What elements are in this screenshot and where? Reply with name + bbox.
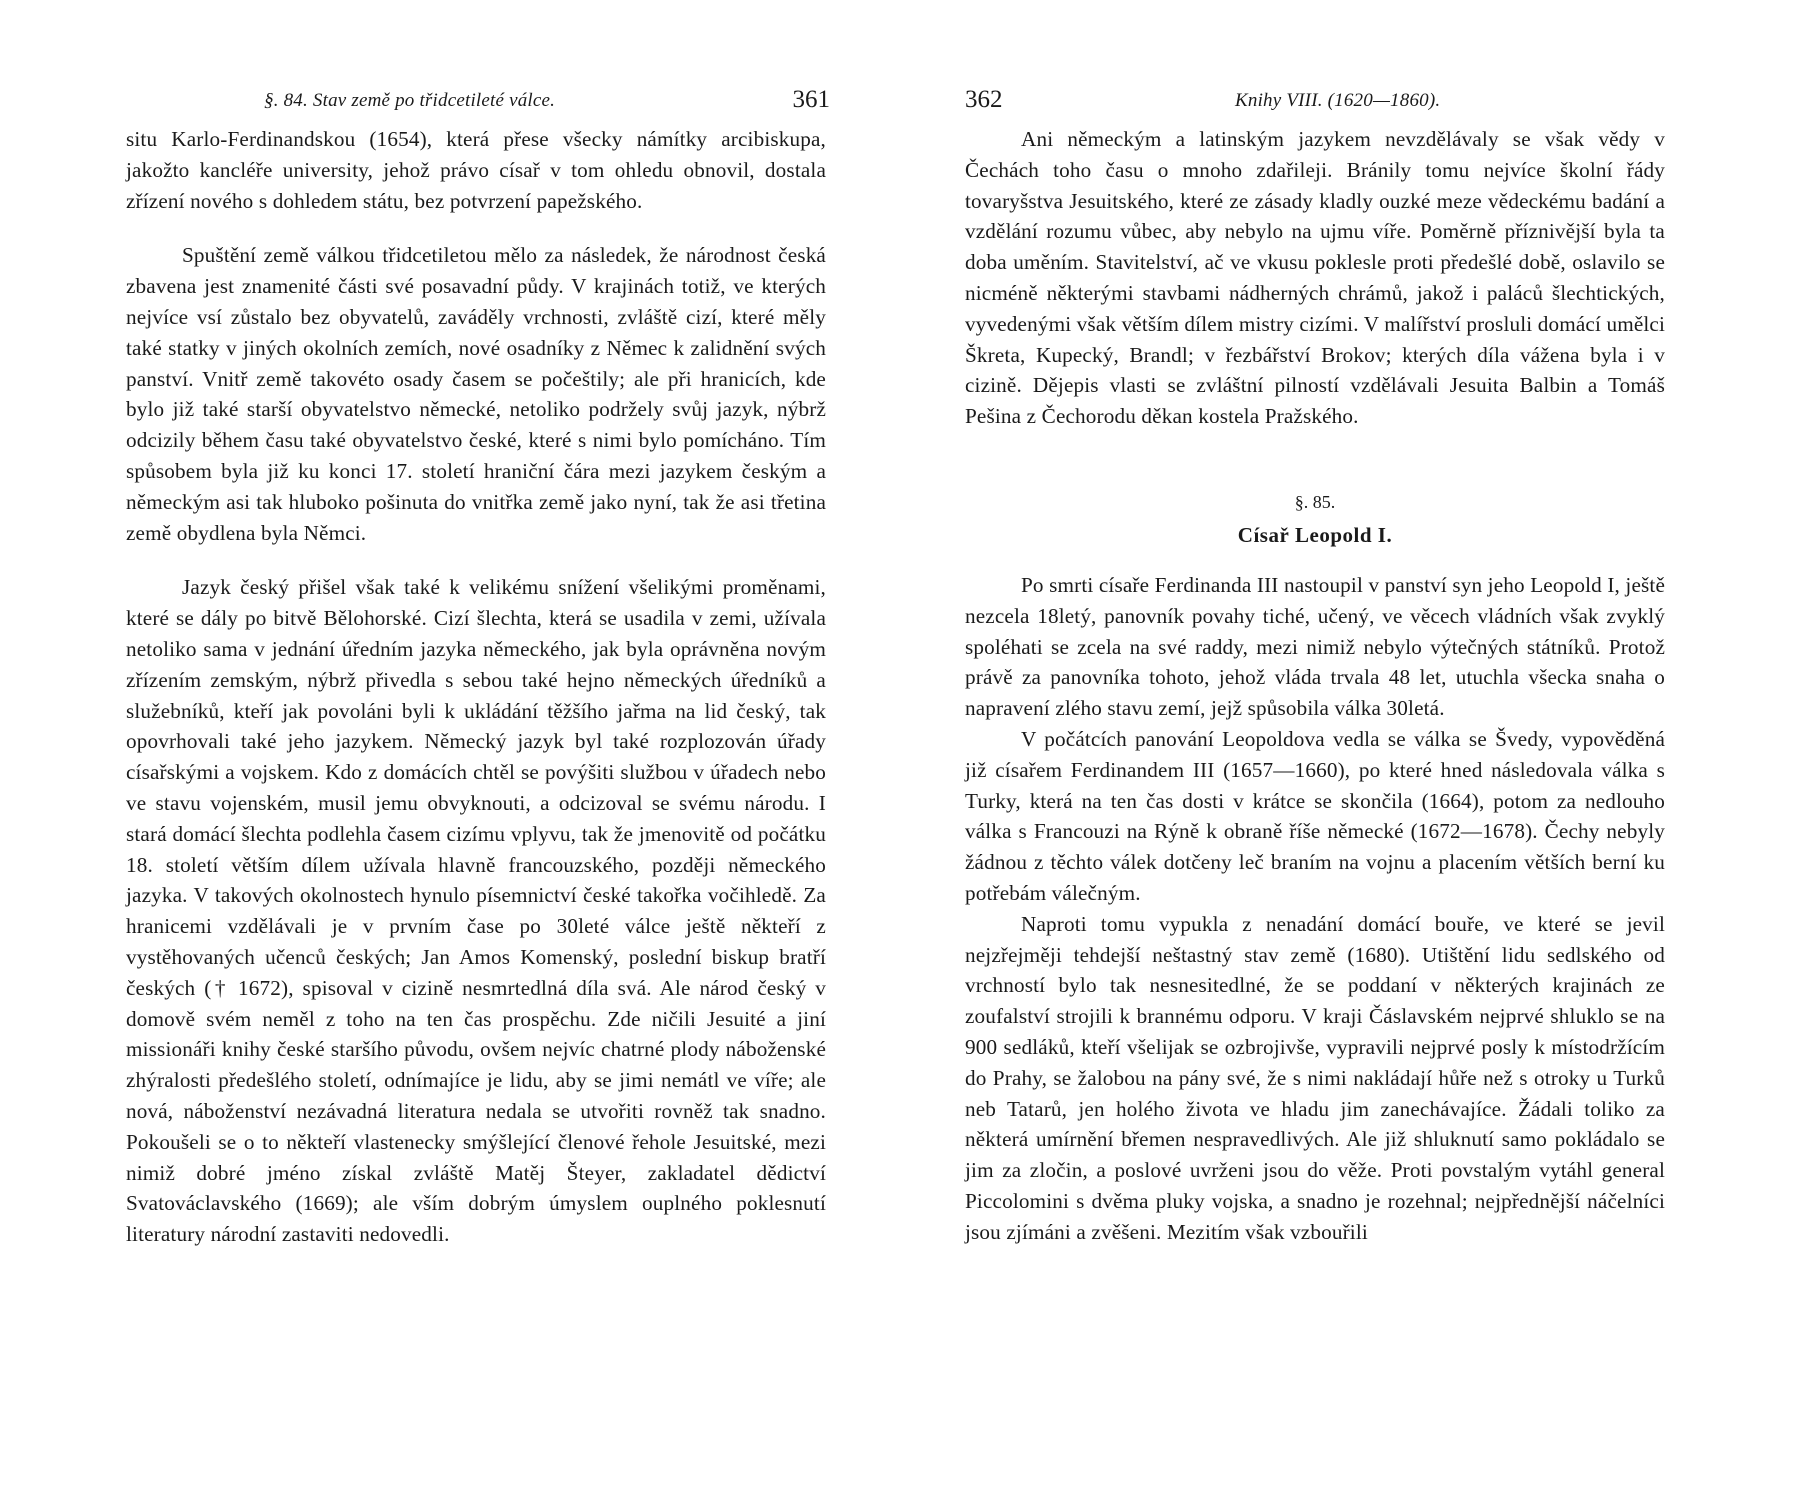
right-page [965, 86, 1665, 1248]
left-running-head-title: §. 84. Stav země po třidcetileté válce. [264, 90, 556, 111]
right-running-head [965, 86, 1665, 116]
paragraph: Ani německým a latinským jazykem nevzdělávaly se však vědy v Čechách toho času o mnoho zdařileji. Bránily tomu nejvíce školní řády tovaryšstva Jesuitského, které ze zásady kladly ouzké meze vědeckému badání a vzdělání rozumu vůbec, aby nebylo na ujmu víře. Poměrně příznivější byla ta doba uměním. Stavitelství, ač ve vkusu poklesle proti předešlé době, oslavilo se nicméně některými stavbami nádherných chrámů, jakož i paláců šlechtických, vyvedenými však větším dílem mistry cizími. V malířství prosluli domácí umělci Škreta, Kupecký, Brandl; v řezbářství Brokov; kterých díla vážena byla i v cizině. Dějepis vlasti se zvláštní pilností vzdělávali Jesuita Balbin a Tomáš Pešina z Čechorodu děkan kostela Pražského. [965, 127, 1666, 429]
section-number: §. 85. [1294, 491, 1336, 512]
left-page-number: 361 [792, 86, 830, 113]
left-page-body [126, 124, 826, 1250]
paragraph: Naproti tomu vypukla z nenadání domácí bouře, ve které se jevil nejzřejměji tehdejší neštastný stav země (1680). Utištění lidu sedlského od vrchností bylo tak nesnesitedlné, že se poddaní v některých krajinách ze zoufalství strojili k brannému odporu. V kraji Čáslavském nejprvé shluklo se na 900 sedláků, kteří všelijak se ozbrojivše, vypravili nejprvé posly k místodržícím do Prahy, se žalobou na pány své, že s nimi nakládají hůře než s otroky u Turků neb Tatarů, jen holého života ve hladu jim zanechávajíce. Žádali toliko za některá umírnění břemen nespravedlivých. Ale již shluknutí samo pokládalo se jim za zločin, a poslové uvrženi jsou do věže. Proti povstalým vytáhl general Piccolomini s dvěma pluky vojska, a snadno je rozehnal; nejpřednější náčelníci jsou zjímáni a zvěšeni. Mezitím však vzbouřili [965, 911, 1665, 1244]
paragraph: V počátcích panování Leopoldova vedla se válka se Švedy, vypověděná již císařem Ferdinandem III (1657—1660), po které hned následovala válka s Turky, která na ten čas dosti v krátce se skončila (1664), potom za nedlouho válka s Francouzi na Rýně k obraně říše německé (1672—1678). Čechy nebyly žádnou z těchto válek dotčeny leč braním na vojnu a placením větších berní ku potřebám válečným. [965, 726, 1665, 905]
right-page-number: 362 [965, 86, 1003, 113]
right-page-body [965, 124, 1665, 1248]
left-running-head [126, 86, 830, 116]
right-running-head-title: Knihy VIII. (1620—1860). [1235, 90, 1441, 111]
paragraph: Spuštění země válkou třidcetiletou mělo za následek, že národnost česká zbavena jest znamenité části své posavadní půdy. V krajinách totiž, ve kterých nejvíce vsí zůstalo bez obyvatelů, zaváděly vrchnosti, zvláště cizí, které měly také statky v jiných okolních zemích, nové osadníky z Němec k zalidnění svých panství. Vnitř země takovéto osady časem se počeštily; ale při hranicích, kde bylo již také starší obyvatelstvo německé, netoliko podržely svůj jazyk, nýbrž odcizily během času také obyvatelstvo české, které s nimi bylo pomícháno. Tím spůsobem byla již ku konci 17. století hraniční čára mezi jazykem českým a německým asi tak hluboko pošinuta do vnitřka země jako nyní, tak že asi třetina země obydlena byla Němci. [126, 243, 826, 545]
left-page [126, 86, 830, 1250]
paragraph: Po smrti císaře Ferdinanda III nastoupil v panství syn jeho Leopold I, ještě nezcela 18letý, panovník povahy tiché, učený, ve věcech vládních však zvyklý spoléhati se zcela na své raddy, mezi nimiž nebylo výtečných státníků. Protož právě za panovníka tohoto, jehož vláda trvala 48 let, utuchla všecka snaha o napravení zlého stavu zemí, jejž spůsobila válka 30letá. [965, 572, 1665, 721]
paragraph: situ Karlo-Ferdinandskou (1654), která přese všecky námítky arcibiskupa, jakožto kancléře university, jehož právo císař v tom ohledu obnovil, dostala zřízení nového s dohledem státu, bez potvrzení papežského. [126, 127, 826, 213]
paragraph: Jazyk český přišel však také k velikému snížení všelikými proměnami, které se dály po bitvě Bělohorské. Cizí šlechta, která se usadila v zemi, užívala netoliko sama v jednání úředním jazyka německého, jak byla oprávněna novým zřízením zemským, nýbrž přivedla s sebou také hejno německých úředníků a služebníků, kteří jak povoláni byli k ukládání těžšího jařma na lid český, tak opovrhovali také jeho jazykem. Německý jazyk byl také rozplozován úřady císařskými a vojskem. Kdo z domácích chtěl se povýšiti službou v úřadech nebo ve stavu vojenském, musil jemu obvyknouti, a odcizoval se svému národu. I stará domácí šlechta podlehla časem cizímu vplyvu, tak že jmenovitě od počátku 18. století větším dílem užívala hlavně francouzského, později německého jazyka. V takových okolnostech hynulo písemnictví české takořka vočihledě. Za hranicemi vzdělávali je v prvním čase po 30leté válce ještě někteří z vystěhovaných učenců českých; Jan Amos Komenský, poslední biskup bratří českých († 1672), spisoval v cizině nesmrtedlná díla svá. Ale národ český v domově svém neměl z toho na ten čas prospěchu. Zde ničili Jesuité a jiní missionáři knihy české staršího původu, ovšem nejvíc chatrné plody náboženské zhýralosti předešlého století, odnímajíce je lidu, aby se jimi nemátl ve víře; ale nová, náboženství nezávadná literatura nedala se utvořiti rovněž tak snadno. Pokoušeli se o to někteří vlastenecky smýšlející členové řehole Jesuitské, mezi nimiž dobré jméno získal zvláště Matěj Šteyer, zakladatel dědictví Svatováclavského (1669); ale vším dobrým úmyslem ouplného poklesnutí literatury národní zastaviti nedovedli. [126, 575, 826, 1247]
section-title: Císař Leopold I. [1237, 522, 1393, 547]
